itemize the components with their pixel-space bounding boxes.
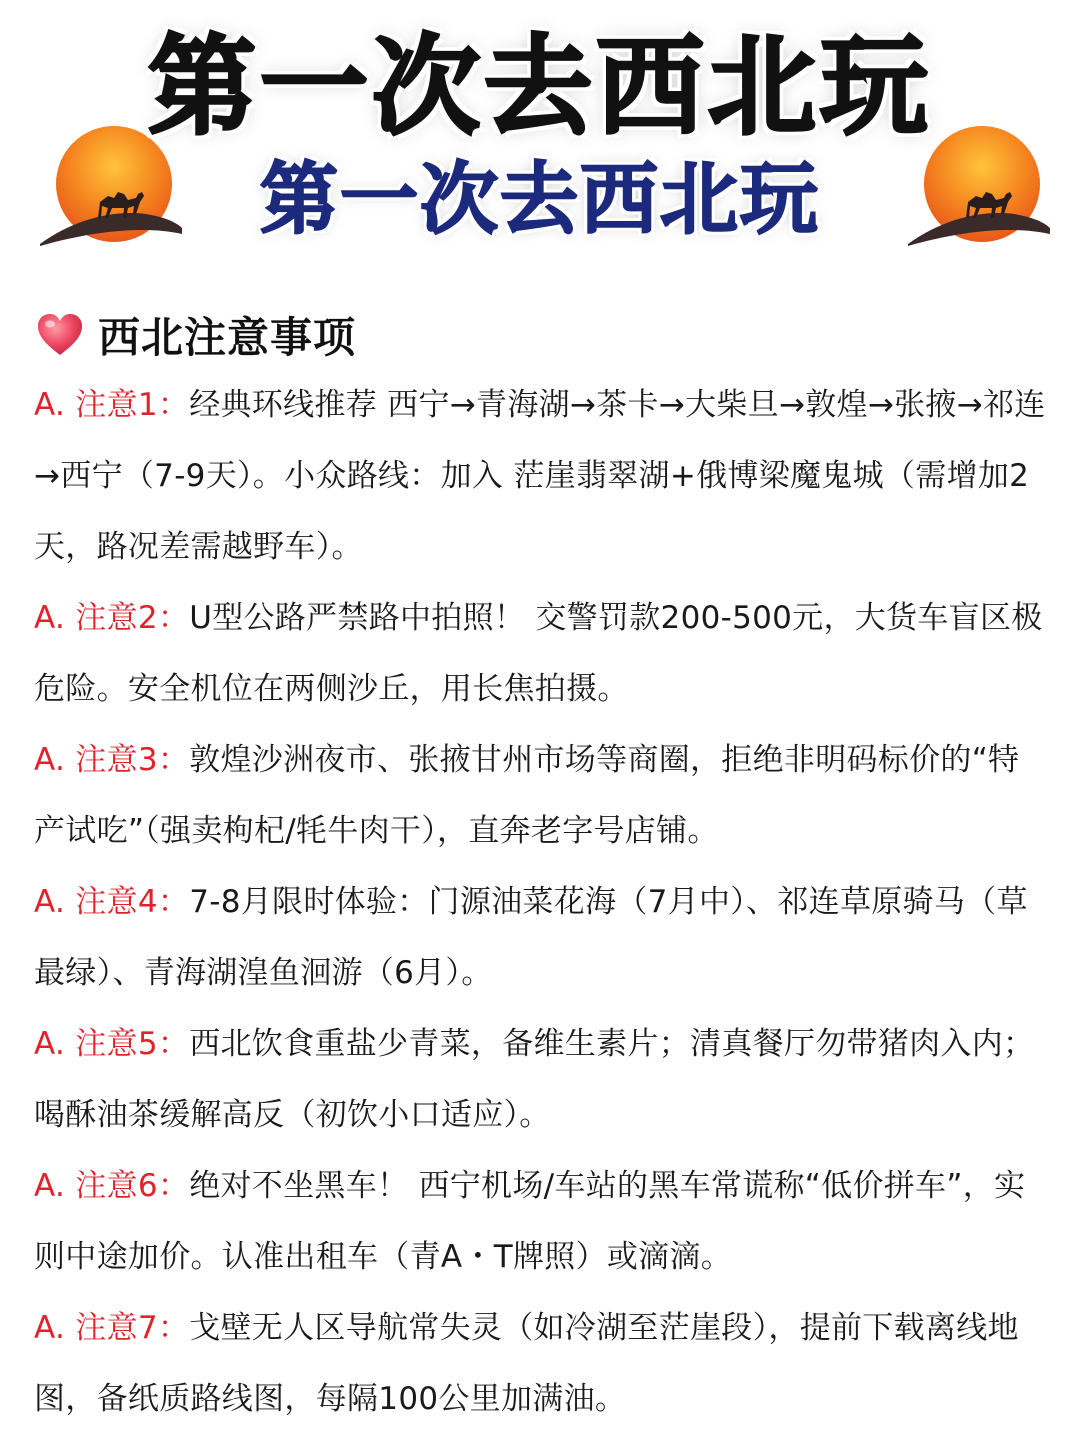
note-label: A. 注意4： [34,884,190,920]
note-label: A. 注意3： [34,742,190,778]
note-item [34,725,1050,867]
note-label: A. 注意5： [34,1026,190,1062]
note-label: A. 注意7： [34,1310,190,1346]
section-heading [34,300,356,370]
note-label: A. 注意6： [34,1168,190,1204]
note-item [34,1293,1050,1435]
note-text: 敦煌沙洲夜市、张掖甘州市场等商圈，拒绝非明码标价的“特产试吃”（强卖枸杞/牦牛肉干），直奔老字号店铺。 [34,742,1020,849]
notes-list [34,370,1050,1435]
note-text: 绝对不坐黑车！ 西宁机场/车站的黑车常谎称“低价拼车”，实则中途加价。认准出租车（青A・T牌照）或滴滴。 [34,1168,1026,1275]
note-text: 经典环线推荐 西宁→青海湖→茶卡→大柴旦→敦煌→张掖→祁连→西宁（7-9天）。小众路线：加入 茫崖翡翠湖+俄博梁魔鬼城（需增加2天，路况差需越野车）。 [34,387,1046,565]
header [0,0,1080,270]
note-item [34,370,1050,583]
page-subtitle: 第一次去西北玩 [259,155,820,245]
note-label: A. 注意2： [34,600,190,636]
note-item [34,867,1050,1009]
note-item [34,1151,1050,1293]
section-title: 西北注意事项 [98,313,357,362]
note-label: A. 注意1： [34,387,190,423]
page-title: 第一次去西北玩 [147,25,932,150]
note-text: U型公路严禁路中拍照！ 交警罚款200-500元，大货车盲区极危险。安全机位在两侧沙丘，用长焦拍摄。 [34,600,1043,707]
note-text: 西北饮食重盐少青菜，备维生素片；清真餐厅勿带猪肉入内；喝酥油茶缓解高反（初饮小口适应）。 [34,1026,1035,1133]
note-text: 戈壁无人区导航常失灵（如冷湖至茫崖段），提前下载离线地图，备纸质路线图，每隔100公里加满油。 [34,1310,1019,1417]
note-text: 7-8月限时体验：门源油菜花海（7月中）、祁连草原骑马（草最绿）、青海湖湟鱼洄游（6月）。 [34,884,1028,991]
heart-icon [34,309,86,361]
note-item [34,1009,1050,1151]
desert-sunset-camel-icon [904,122,1054,252]
note-item [34,583,1050,725]
